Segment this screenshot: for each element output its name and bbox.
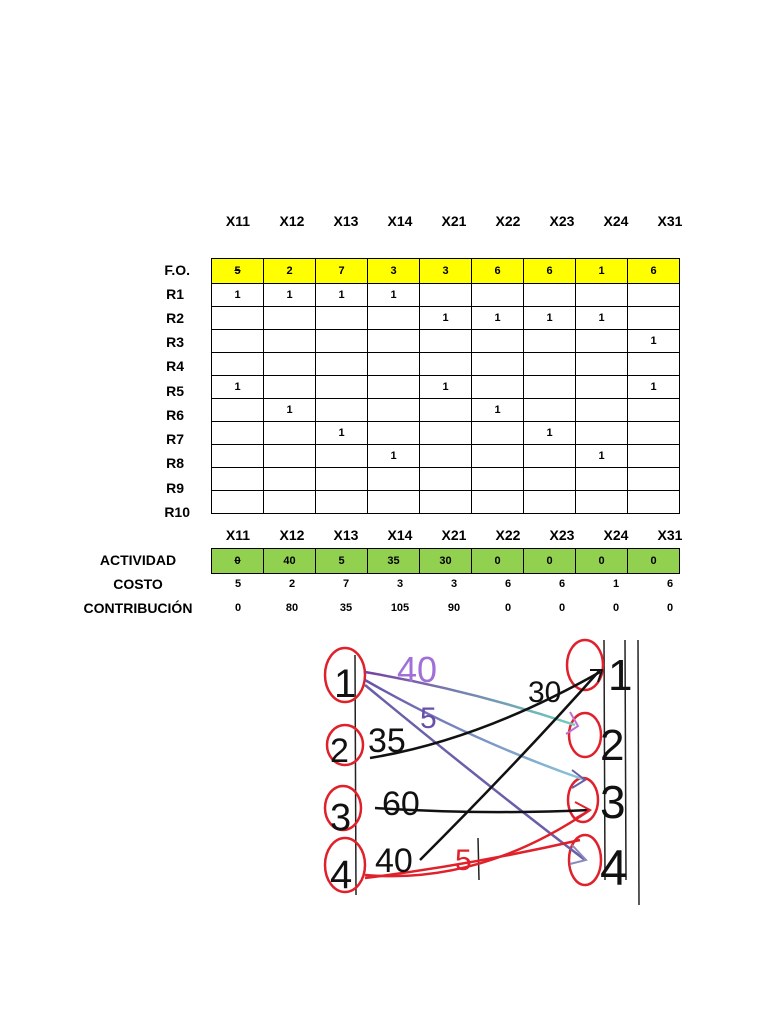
col-header: X22: [495, 213, 521, 229]
actividad-label: ACTIVIDAD: [99, 552, 177, 568]
costo-label: COSTO: [113, 576, 163, 592]
costo-value: 6: [558, 578, 566, 590]
col-header: X12: [279, 213, 305, 229]
costo-value: 1: [612, 578, 620, 590]
table-cell: 1: [524, 422, 576, 445]
contribucion-value: 90: [447, 602, 461, 614]
table-cell: 1: [212, 376, 264, 399]
costo-value: 2: [288, 578, 296, 590]
row-label: R7: [166, 431, 184, 447]
table-cell: 1: [368, 284, 420, 307]
contribucion-value: 0: [558, 602, 566, 614]
arc-4-to-1: [420, 670, 600, 860]
row-label: R2: [166, 310, 184, 326]
table-cell: 1: [420, 376, 472, 399]
col-header: X31: [657, 213, 683, 229]
flow-label: 5: [455, 844, 472, 877]
table-cell: 1: [264, 399, 316, 422]
costo-value: 3: [450, 578, 458, 590]
fo-cell: 6: [628, 259, 680, 284]
actividad-cell: 30: [420, 549, 472, 574]
left-node-label: 4: [330, 853, 353, 897]
right-vertical-line-3: [638, 640, 639, 905]
row-label: R5: [166, 383, 184, 399]
costo-value: 5: [234, 578, 242, 590]
col-header: X31: [657, 527, 683, 543]
costo-value: 6: [666, 578, 674, 590]
row-label: R8: [166, 455, 184, 471]
row-label: R6: [166, 407, 184, 423]
fo-cell: 6: [472, 259, 524, 284]
right-node-1-circle: [567, 640, 603, 690]
col-header: X14: [387, 527, 413, 543]
flow-label: 35: [368, 722, 406, 760]
left-node-label: 2: [330, 732, 349, 770]
contribucion-value: 0: [504, 602, 512, 614]
contribucion-label: CONTRIBUCIÓN: [83, 600, 193, 616]
contribucion-value: 0: [666, 602, 674, 614]
col-header: X24: [603, 527, 629, 543]
right-node-label: 1: [608, 651, 633, 700]
flow-label: 5: [420, 702, 437, 735]
actividad-cell: 0: [524, 549, 576, 574]
fo-cell: 3: [420, 259, 472, 284]
actividad-cell: 0: [212, 549, 264, 574]
table-cell: 1: [628, 376, 680, 399]
col-header: X12: [279, 527, 305, 543]
right-node-label: 4: [600, 840, 628, 896]
flow-label: 30: [528, 676, 562, 709]
table-cell: 1: [420, 307, 472, 330]
left-node-label: 1: [334, 662, 357, 706]
fo-cell: 3: [368, 259, 420, 284]
col-header: X13: [333, 527, 359, 543]
table-cell: 1: [524, 307, 576, 330]
actividad-cell: 40: [264, 549, 316, 574]
flow-label: 40: [397, 649, 438, 690]
costo-value: 3: [396, 578, 404, 590]
col-header: X24: [603, 213, 629, 229]
row-label: R3: [166, 334, 184, 350]
left-node-label: 3: [330, 797, 352, 839]
mid-vertical-line: [478, 838, 479, 880]
actividad-cell: 35: [368, 549, 420, 574]
table-cell: 1: [576, 307, 628, 330]
table-cell: 1: [576, 445, 628, 468]
table-cell: 1: [472, 399, 524, 422]
col-header: X13: [333, 213, 359, 229]
table-cell: 1: [316, 422, 368, 445]
contribucion-value: 35: [339, 602, 353, 614]
fo-cell: 7: [316, 259, 368, 284]
col-header: X23: [549, 527, 575, 543]
right-node-circles: [567, 640, 603, 885]
fo-row-label: F.O.: [164, 262, 190, 278]
row-label: R1: [166, 286, 184, 302]
actividad-cell: 0: [576, 549, 628, 574]
contribucion-value: 0: [234, 602, 242, 614]
flow-label: 60: [382, 785, 420, 823]
fo-cell: 5: [212, 259, 264, 284]
table-cell: 1: [316, 284, 368, 307]
table-cell: 1: [212, 284, 264, 307]
row-label: R10: [164, 504, 190, 520]
col-header: X21: [441, 213, 467, 229]
col-header: X23: [549, 213, 575, 229]
col-header: X22: [495, 527, 521, 543]
right-node-label: 3: [600, 776, 626, 828]
table-cell: 1: [472, 307, 524, 330]
table-cell: 1: [628, 330, 680, 353]
flow-label: 40: [375, 842, 413, 880]
fo-cell: 6: [524, 259, 576, 284]
fo-cell: 2: [264, 259, 316, 284]
contribucion-value: 80: [285, 602, 299, 614]
contribucion-value: 105: [390, 602, 410, 614]
actividad-cell: 5: [316, 549, 368, 574]
col-header: X21: [441, 527, 467, 543]
table-cell: 1: [264, 284, 316, 307]
right-node-label: 2: [600, 721, 625, 770]
fo-cell: 1: [576, 259, 628, 284]
contribucion-value: 0: [612, 602, 620, 614]
col-header: X11: [225, 527, 251, 543]
table-cell: 1: [368, 445, 420, 468]
costo-value: 6: [504, 578, 512, 590]
costo-value: 7: [342, 578, 350, 590]
row-label: R4: [166, 358, 184, 374]
col-header: X14: [387, 213, 413, 229]
col-header: X11: [225, 213, 251, 229]
actividad-cell: 0: [628, 549, 680, 574]
actividad-cell: 0: [472, 549, 524, 574]
row-label: R9: [166, 480, 184, 496]
